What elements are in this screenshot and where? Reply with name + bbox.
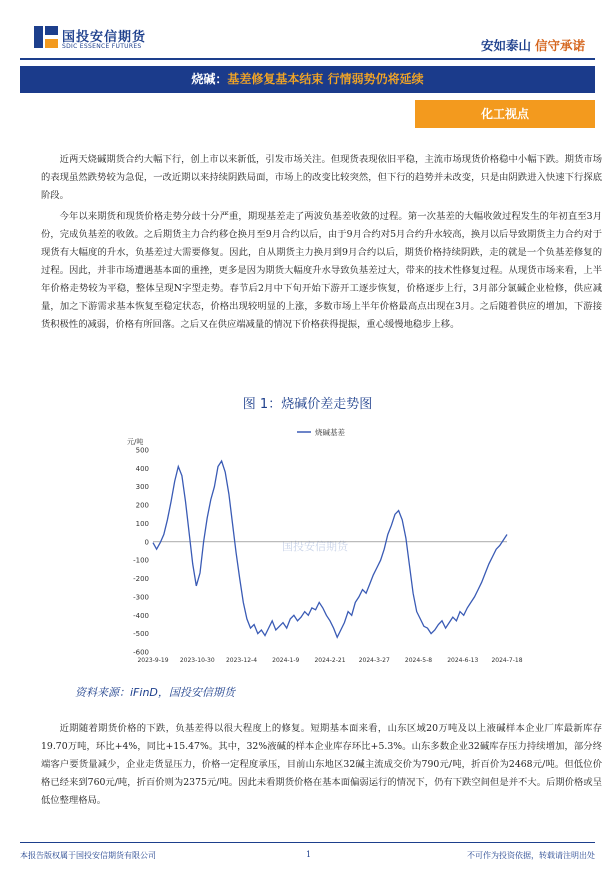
footer-divider	[20, 842, 595, 843]
y-tick-label: -100	[133, 556, 149, 565]
footer-copyright: 本报告版权属于国投安信期货有限公司	[20, 851, 156, 860]
page-number: 1	[306, 850, 312, 859]
y-tick-label: 300	[135, 483, 149, 492]
x-tick-label: 2024-2-21	[314, 657, 346, 664]
slogan-part2: 信守承诺	[534, 38, 585, 53]
slogan-part1: 安如泰山	[480, 38, 531, 53]
y-tick-label: 0	[144, 538, 149, 547]
slogan	[481, 36, 585, 54]
x-tick-label: 2024-1-9	[272, 657, 300, 664]
report-title-bar	[20, 66, 595, 93]
x-tick-label: 2024-6-13	[447, 657, 479, 664]
section-tag: 化工视点	[415, 100, 595, 128]
paragraph-analysis: 今年以来期货和现货价格走势分歧十分严重，期现基差走了两波负基差收敛的过程。第一次基差的大幅收敛过程发生的年初直至3月份，完成负基差的收敛。之后期货主力合约移仓换月至9月合约以后，由于9月合约对5月合约升水较高，换月以后导致期货主力合约对于现货有大幅度的升水，负基差过大需要修复。因此，自从期货主力换月到9月合约以后，期货价格持续阴跌，走的就是一个负基差修复的过程。因此，并非市场遭遇基本面的重挫，更多是因为期货大幅度升水导致负基差过大，带来的技术性修复过程。从现货市场来看，上半年价格走势较为平稳，整体呈现N字型走势。春节后2月中下旬开始下游开工逐步恢复，价格逐步上行，3月部分氯碱企业检修，供应减量，加之下游需求基本恢复至稳定状态，价格出现较明显的上涨，多数市场上半年价格最高点出现在3月。之后随着供应的增加，下游接货积极性的减弱，价格有所回落。之后又在供应端减量的情况下价格获得提振，重心缓慢地稳步上移。	[41, 211, 602, 330]
y-tick-label: 400	[135, 464, 149, 473]
y-tick-label: -200	[133, 575, 149, 584]
x-tick-label: 2023-9-19	[137, 657, 169, 664]
y-tick-label: -600	[133, 648, 149, 657]
company-name-cn: 国投安信期货	[62, 30, 147, 45]
page-header	[0, 0, 615, 64]
x-tick-label: 2023-10-30	[179, 657, 215, 664]
basis-line-chart	[115, 420, 523, 668]
paragraph-fundamentals: 近期随着期货价格的下跌，负基差得以很大程度上的修复。短期基本面来看，山东区域20万吨及以上液碱样本企业厂库最新库存19.70万吨，环比+4%，同比+15.47%。其中，32%液碱的样本企业库存环比+5.3%。山东多数企业32碱库存压力持续增加，部分终端客户要货量减少，企业走货显压力，价格一定程度承压，目前山东地区32碱主流成交价为790元/吨，折百价为2468元/吨。但低位价格已经来到760元/吨，折百价则为2375元/吨。因此未看期货价格在基本面偏弱运行的情况下，仍有下跌空间但是并不大。后期价格或呈低位整理格局。	[41, 723, 602, 806]
company-logo-icon	[34, 26, 58, 48]
report-title-main: 烧碱：	[191, 72, 228, 86]
company-name-en: SDIC ESSENCE FUTURES	[62, 43, 142, 50]
chart-watermark: 国投安信期货	[282, 540, 348, 553]
paragraph-intro: 近两天烧碱期货合约大幅下行，创上市以来新低，引发市场关注。但现货表现依旧平稳，主流市场现货价格稳中小幅下跌。期货市场的表现虽然跌势较为急促，一改近期以来持续阴跌局面，市场上的改变比较突然，但下行的趋势并未改变，只是由阴跌进入快速下行探底阶段。	[41, 154, 602, 201]
y-tick-label: -400	[133, 611, 149, 620]
y-axis-unit: 元/吨	[127, 438, 144, 446]
footer-disclaimer: 不可作为投资依据，转载请注明出处	[467, 851, 595, 860]
y-tick-label: 500	[135, 446, 149, 455]
legend-label: 烧碱基差	[315, 428, 345, 437]
x-tick-label: 2023-12-4	[225, 657, 258, 664]
y-tick-label: -300	[133, 593, 149, 602]
x-tick-label: 2024-7-18	[491, 657, 523, 664]
y-tick-label: 200	[135, 501, 149, 510]
x-tick-label: 2024-5-8	[404, 657, 433, 664]
y-tick-label: -500	[133, 630, 149, 639]
y-tick-label: 100	[135, 519, 149, 528]
figure-title: 图 1：烧碱价差走势图	[242, 397, 373, 412]
header-divider	[20, 58, 595, 60]
x-tick-label: 2024-3-27	[358, 657, 390, 664]
figure-source: 资料来源：iFinD，国投安信期货	[75, 686, 235, 699]
report-title-accent: 基差修复基本结束 行情弱势仍将延续	[227, 72, 424, 86]
chart-legend	[297, 427, 345, 437]
